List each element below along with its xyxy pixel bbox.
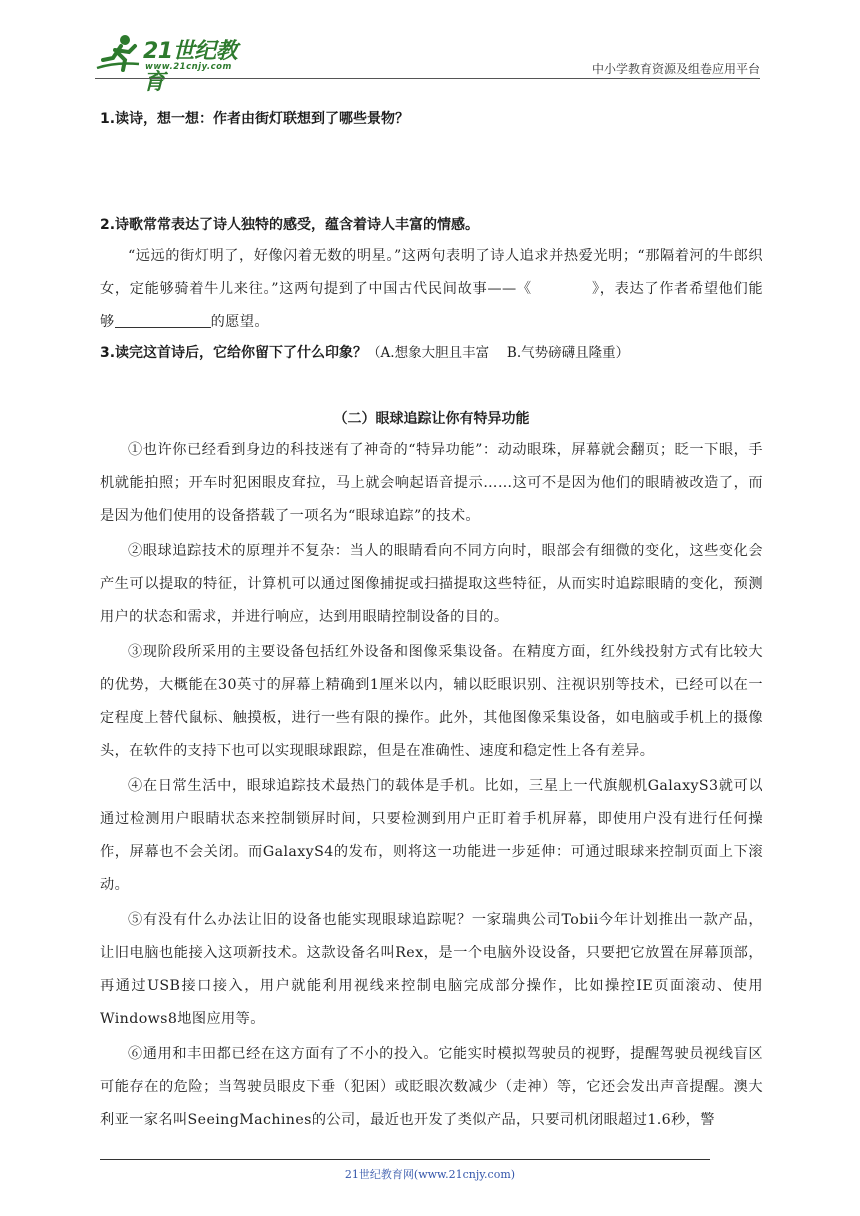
paragraph-1: ①也许你已经看到身边的科技迷有了神奇的“特异功能”：动动眼珠，屏幕就会翻页；眨一下眼，手机就能拍照；开车时犯困眼皮耷拉，马上就会响起语音提示……这可不是因为他们的眼睛被改造了，而是因为他们使用的设备搭载了一项名为“眼球追踪”的技术。 xyxy=(100,442,763,524)
question-2-text-a: “远远的街灯明了，好像闪着无数的明星。”这两句表明了诗人追求并热爱光明；“那隔着河的牛郎织女，定能够骑着牛儿来往。”这两句提到了中国古代民间故事——《 xyxy=(100,248,763,297)
question-1: 1.读诗，想一想：作者由街灯联想到了哪些景物？ xyxy=(100,111,410,127)
page-content xyxy=(100,100,763,1137)
question-2-text xyxy=(100,240,763,339)
paragraph-6: ⑥通用和丰田都已经在这方面有了不小的投入。它能实时模拟驾驶员的视野，提醒驾驶员视线盲区可能存在的危险；当驾驶员眼皮下垂（犯困）或眨眼次数减少（走神）等，它还会发出声音提醒。澳大利亚一家名叫SeeingMachines的公司，最近也开发了类似产品，只要司机闭眼超过1.6秒，警 xyxy=(100,1046,763,1128)
question-2: 2.诗歌常常表达了诗人独特的感受，蕴含着诗人丰富的情感。 xyxy=(100,217,480,233)
footer-link[interactable]: 21世纪教育网(www.21cnjy.com) xyxy=(344,1168,516,1181)
paragraph-4: ④在日常生活中，眼球追踪技术最热门的载体是手机。比如，三星上一代旗舰机GalaxyS3就可以通过检测用户眼睛状态来控制锁屏时间，只要检测到用户正盯着手机屏幕，即使用户没有进行任何操作，屏幕也不会关闭。而GalaxyS4的发布，则将这一功能进一步延伸：可通过眼球来控制页面上下滚动。 xyxy=(100,778,763,893)
question-2-text-c: 的愿望。 xyxy=(210,314,269,330)
paragraph-2: ②眼球追踪技术的原理并不复杂：当人的眼睛看向不同方向时，眼部会有细微的变化，这些变化会产生可以提取的特征，计算机可以通过图像捕捉或扫描提取这些特征，从而实时追踪眼睛的变化，预测用户的状态和需求，并进行响应，达到用眼睛控制设备的目的。 xyxy=(100,543,763,625)
section-title: （二）眼球追踪让你有特异功能 xyxy=(333,411,530,427)
runner-icon xyxy=(95,34,141,74)
paragraph-3: ③现阶段所采用的主要设备包括红外设备和图像采集设备。在精度方面，红外线投射方式有比较大的优势，大概能在30英寸的屏幕上精确到1厘米以内，辅以眨眼识别、注视识别等技术，已经可以在一定程度上替代鼠标、触摸板，进行一些有限的操作。此外，其他图像采集设备，如电脑或手机上的摄像头，在软件的支持下也可以实现眼球跟踪，但是在准确性、速度和稳定性上各有差异。 xyxy=(100,644,763,759)
page-header xyxy=(95,30,760,95)
question-2-text-b: 》，表达了作者希望他们能够 xyxy=(100,281,764,330)
logo-text: 21世纪教育 xyxy=(143,39,238,95)
footer-divider xyxy=(100,1159,710,1160)
question-3-options: （A.想象大胆且丰富 B.气势磅礴且隆重） xyxy=(367,345,630,361)
header-divider xyxy=(95,78,760,79)
wish-blank[interactable] xyxy=(115,313,211,328)
logo-url: www.21cnjy.com xyxy=(145,62,232,72)
platform-name: 中小学教育资源及组卷应用平台 xyxy=(591,62,760,76)
question-3-label: 3.读完这首诗后，它给你留下了什么印象？ xyxy=(100,345,368,361)
paragraph-5: ⑤有没有什么办法让旧的设备也能实现眼球追踪呢？一家瑞典公司Tobii今年计划推出一款产品，让旧电脑也能接入这项新技术。这款设备名叫Rex，是一个电脑外设设备，只要把它放置在屏幕顶部，再通过USB接口接入，用户就能利用视线来控制电脑完成部分操作，比如操控IE页面滚动、使用Windows8地图应用等。 xyxy=(100,912,763,1027)
site-logo xyxy=(95,34,255,95)
question-3 xyxy=(100,341,763,362)
